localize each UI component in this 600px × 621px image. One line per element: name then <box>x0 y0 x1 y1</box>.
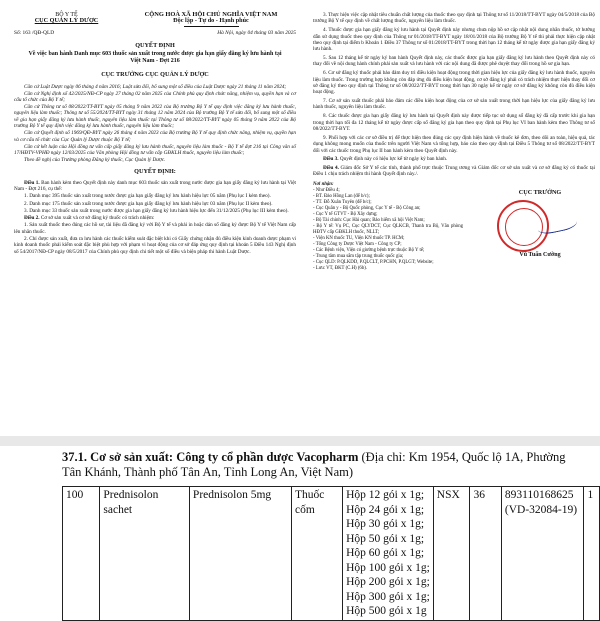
article-1 <box>14 180 296 193</box>
signer-role: CỤC TRƯỞNG <box>518 188 562 196</box>
article-4-label: Điều 4. <box>323 164 339 171</box>
cell-drug-name: Prednisolon sachet <box>100 487 190 621</box>
cell-registration-number: 893110168625 (VD-32084-19) <box>501 487 584 621</box>
cell-no: 100 <box>63 487 100 621</box>
issuer-block <box>14 12 119 26</box>
page-separator <box>0 436 600 446</box>
article-1-item: 1. Danh mục 395 thuốc sản xuất trong nước được gia hạn giấy đăng ký lưu hành hiệu lực 05 năm (Phụ lục I kèm theo). <box>24 193 271 200</box>
basis-line: Căn cứ Thông tư số 08/2022/TT-BYT ngày 05 tháng 9 năm 2022 của Bộ trưởng Bộ Y tế quy định việc đăng ký lưu hành thuốc, nguyên liệu làm thuốc; Thông tư số 55/2024/TT-BYT ngày 31 tháng 12 năm 2024 của Bộ trưởng Bộ Y tế sửa đổi, bổ sung một số điều về gia hạn giấy đăng ký lưu hành thuốc, nguyên liệu làm thuốc tại Thông tư số 08/2022/TT-BYT ngày 05 tháng 9 năm 2022 của Bộ trưởng Bộ Y tế quy định việc đăng ký lưu hành thuốc, nguyên liệu làm thuốc; <box>14 103 296 130</box>
article-2-text: Cơ sở sản xuất và cơ sở đăng ký thuốc có trách nhiệm: <box>40 215 155 221</box>
signer-name: Vũ Tuấn Cường <box>519 251 561 258</box>
pack-item: Hộp 30 gói x 1g; <box>346 518 425 530</box>
articles-left <box>14 180 296 255</box>
recipient-item: - Bộ Y tế: Vụ PC, Cục QLYDCT, Cục QLKCB, Thanh tra Bộ, Văn phòng HĐTV cấp GĐKLH thuốc, NLLT; <box>313 223 463 235</box>
recipient-item: - Cục QLD: P.QLKDD, P.QLCLT, P.PCHN, P.QLGT; Website; <box>313 259 434 265</box>
article-2-item: 9. Phối hợp với các cơ sở điều trị để thực hiện theo đúng các quy định hiện hành về thuốc kê đơn, theo dõi an toàn, hiệu quả, tác dụng không mong muốn của thuốc trên người Việt Nam và tổng hợp, báo cáo theo quy định tại Điều 5 Thông tư số 08/2022/TT-BYT đối với các thuốc trong Phụ lục II ban hành kèm theo Quyết định này. <box>313 134 595 154</box>
article-4-text: Giám đốc Sở Y tế các tỉnh, thành phố trực thuộc Trung ương và Giám đốc cơ sở sản xuất và cơ sở đăng ký có thuốc tại Điều 1 chịu trách nhiệm thi hành Quyết định này./. <box>313 164 596 178</box>
recipient-item: - Các Bệnh viện, Viện có giường bệnh trực thuộc Bộ Y tế; <box>313 247 425 253</box>
article-2 <box>14 215 296 221</box>
recipient-item: - Viện KN thuốc TU, Viện KN thuốc TP. HCM; <box>313 235 405 241</box>
manufacturer-address: (Địa chỉ: Km 1954, Quốc lộ 1A, Phường Tân Khánh, Thành phố Tân An, Tỉnh Long An, Việt Nam) <box>62 450 566 479</box>
basis-line: Căn cứ Nghị định số 42/2025/NĐ-CP ngày 27 tháng 02 năm 2025 của Chính phủ quy định chức năng, nhiệm vụ, quyền hạn và cơ cấu tổ chức của Bộ Y tế; <box>14 90 296 103</box>
left-column <box>14 12 296 256</box>
pack-item: Hộp 100 gói x 1g; <box>346 561 430 574</box>
pack-item: Hộp 500 gói x 1g <box>346 605 427 617</box>
decides-heading: QUYẾT ĐỊNH: <box>134 168 176 176</box>
article-1-item: 2. Danh mục 175 thuốc sản xuất trong nước được gia hạn giấy đăng ký lưu hành hiệu lực 03 năm (Phụ lục II kèm theo). <box>24 200 273 207</box>
article-2-item: 8. Các thuốc được gia hạn giấy đăng ký lưu hành tại Quyết định này được tiếp tục sử dụng số đăng ký đã cấp trước khi gia hạn trong thời hạn tối đa 12 tháng kể từ ngày được cấp số đăng ký gia hạn theo quy định tại Phụ lục VI ban hành kèm theo Thông tư số 08/2022/TT-BYT. <box>313 113 595 132</box>
table-row <box>63 487 600 621</box>
manufacturer-label: 37.1. Cơ sở sản xuất: Công ty cổ phần dược Vacopharm <box>62 450 359 464</box>
recipient-item: - TT. Đỗ Xuân Tuyên (để b/c); <box>313 199 372 205</box>
pack-item: Hộp 12 gói x 1g; <box>346 489 425 501</box>
recipient-item: - Như Điều 4; <box>313 187 340 193</box>
recipient-item: - Cục Quân y - Bộ Quốc phòng, Cục Y tế - Bộ Công an; <box>313 205 421 211</box>
recipient-item: - Trung tâm mua sắm tập trung thuốc quốc gia; <box>313 253 404 259</box>
basis-line: Căn cứ kết luận của Hội đồng tư vấn cấp giấy đăng ký lưu hành thuốc, nguyên liệu làm thuốc - Bộ Y tế đợt 216 tại Công văn số 17/HĐTV-VPHĐ ngày 12/03/2025 của Văn phòng Hội đồng tư vấn cấp GĐKLH thuốc, nguyên liệu làm thuốc; <box>14 143 296 156</box>
motto: Độc lập - Tự do - Hạnh phúc <box>173 17 249 25</box>
article-1-item: 3. Danh mục 33 thuốc sản xuất trong nước được gia hạn giấy đăng ký lưu hành hiệu lực đến 31/12/2025 (Phụ lục III kèm theo). <box>24 207 289 214</box>
right-column <box>313 12 595 272</box>
basis-line: Theo đề nghị của Trưởng phòng Đăng ký thuốc, Cục Quản lý Dược. <box>24 156 166 163</box>
letterhead <box>14 12 296 26</box>
cell-standard: NSX <box>433 487 470 621</box>
number-date-line <box>14 30 296 36</box>
cell-dosage-form: Thuốc cốm <box>291 487 342 621</box>
country-name: CỘNG HOÀ XÃ HỘI CHỦ NGHĨA VIỆT NAM <box>144 11 278 18</box>
document-number: Số: 163 /QĐ-QLD <box>14 30 55 37</box>
cell-shelf-life: 36 <box>470 487 501 621</box>
ministry-name: BỘ Y TẾ <box>55 12 78 18</box>
place-date: Hà Nội, ngày 04 tháng 03 năm 2025 <box>217 30 296 37</box>
recipient-item: - Lưu: VT, ĐKT (C.H) (6b). <box>313 265 368 271</box>
recipient-item: - Cục Y tế GTVT - Bộ Xây dựng; <box>313 211 378 217</box>
legal-basis <box>14 84 296 164</box>
article-2-item: 4. Thuốc được gia hạn giấy đăng ký lưu hành tại Quyết định này nhưng chưa nộp hồ sơ cập nhật nội dung nhãn thuốc, tờ hướng dẫn sử dụng thuốc theo quy định của Thông tư 01/2018/TT-BYT ngày 18/01/2018 của Bộ trưởng Bộ Y tế thì phải thực hiện cập nhật theo quy định tại điểm b Khoản 1 Điều 37 Thông tư số 01/2018/TT-BYT trong thời hạn 12 tháng kể từ ngày được gia hạn giấy đăng ký lưu hành. <box>313 27 595 53</box>
article-2-item: 2. Chỉ được sản xuất, đưa ra lưu hành các thuốc kiểm soát đặc biệt khi có Giấy chứng nhận đủ điều kiện kinh doanh dược phạm vi kinh doanh thuốc phải kiểm soát đặc biệt phù hợp với phạm vi hoạt động của cơ sở đáp ứng quy định tại khoản 5 Điều 143 Nghị định số 54/2017/NĐ-CP ngày 08/5/2017 của Chính phủ quy định chi tiết một số điều và biện pháp thi hành Luật Dược. <box>14 235 296 255</box>
article-2-item: 6. Cơ sở đăng ký thuốc phải bảo đảm duy trì điều kiện hoạt động trong thời gian hiệu lực của giấy đăng ký lưu hành thuốc, nguyên liệu làm thuốc. Trong trường hợp không còn đáp ứng đủ điều kiện hoạt động, cơ sở đăng ký phải có trách nhiệm thực hiện thay đổi cơ sở đăng ký theo quy định tại Thông tư số 08/2022/TT-BYT trong thời hạn 30 ngày kể từ ngày cơ sở đăng ký không còn đủ điều kiện hoạt động. <box>313 70 595 96</box>
cell-period: 1 <box>584 487 600 621</box>
manufacturer-line <box>62 450 582 480</box>
recipient-item: - Bộ Tài chính: Cục Hải quan; Bảo hiểm xã hội Việt Nam; <box>313 217 425 223</box>
pack-item: Hộp 300 gói x 1g; <box>346 590 430 603</box>
recipient-item: - BT. Đào Hồng Lan (để b/c); <box>313 193 370 199</box>
basis-line: Căn cứ Quyết định số 1969/QĐ-BYT ngày 26 tháng 4 năm 2023 của Bộ trưởng Bộ Y tế quy định chức năng, nhiệm vụ, quyền hạn và cơ cấu tổ chức của Cục Quản lý Dược thuộc Bộ Y tế; <box>14 130 296 143</box>
article-1-label: Điều 1. <box>24 179 40 186</box>
recipients-heading: Nơi nhận: <box>313 181 334 187</box>
pack-item: Hộp 24 gói x 1g; <box>346 503 425 516</box>
article-2-label: Điều 2. <box>24 215 40 221</box>
basis-line: Căn cứ Luật Dược ngày 06 tháng 4 năm 2016; Luật sửa đổi, bổ sung một số điều của Luật Dược ngày 21 tháng 11 năm 2024; <box>24 83 287 90</box>
article-4 <box>313 165 595 178</box>
article-3-text: Quyết định này có hiệu lực kể từ ngày ký ban hành. <box>339 156 448 163</box>
signer-block <box>485 182 595 262</box>
department-name: CỤC QUẢN LÝ DƯỢC <box>34 17 99 25</box>
recipients <box>313 182 463 272</box>
article-2-item: 5. Sau 12 tháng kể từ ngày ký ban hành Quyết định này, các thuốc được gia hạn giấy đăng ký lưu hành theo Quyết định này có thay đổi về nội dung hành chính phải sản xuất và lưu hành với các nội dung đã được phê duyệt thay đổi trong hồ sơ gia hạn. <box>313 55 595 68</box>
authority-heading: CỤC TRƯỞNG CỤC QUẢN LÝ DƯỢC <box>101 71 209 79</box>
article-3-label: Điều 3. <box>323 156 339 163</box>
article-3 <box>313 156 595 162</box>
article-2-item: 7. Cơ sở sản xuất thuốc phải bảo đảm các điều kiện hoạt động của cơ sở sản xuất trong thời hạn hiệu lực của giấy đăng ký lưu hành thuốc, nguyên liệu làm thuốc. <box>313 98 595 111</box>
annex-page <box>0 446 600 617</box>
pack-item: Hộp 200 gói x 1g; <box>346 576 430 588</box>
article-1-text: Ban hành kèm theo Quyết định này danh mục 603 thuốc sản xuất trong nước được gia hạn giấy đăng ký lưu hành tại Việt Nam - Đợt 216, cụ thể: <box>14 179 296 193</box>
document-title: QUYẾT ĐỊNH <box>135 41 175 49</box>
document-subtitle: Về việc ban hành Danh mục 603 thuốc sản xuất trong nước được gia hạn giấy đăng ký lưu hành tại Việt Nam - Đợt 216 <box>28 51 282 65</box>
motto-underline <box>184 26 239 27</box>
cell-active-ingredient: Prednisolon 5mg <box>189 487 291 621</box>
cell-packaging <box>343 487 434 621</box>
pack-item: Hộp 50 gói x 1g; <box>346 532 425 545</box>
drug-table <box>62 486 600 621</box>
recipient-item: - Tổng Công ty Dược Việt Nam - Công ty CP; <box>313 241 402 247</box>
signature-block <box>313 182 595 272</box>
pack-item: Hộp 60 gói x 1g; <box>346 547 425 559</box>
article-2-item: 1. Sản xuất thuốc theo đúng các hồ sơ, tài liệu đã đăng ký với Bộ Y tế và phải in hoặc dán số đăng ký được Bộ Y tế Việt Nam cấp lên nhãn thuốc. <box>14 222 296 235</box>
national-heading <box>126 12 296 26</box>
article-2-item: 3. Thực hiện việc cập nhật tiêu chuẩn chất lượng của thuốc theo quy định tại Thông tư số 11/2018/TT-BYT ngày 04/5/2018 của Bộ trưởng Bộ Y tế quy định về chất lượng thuốc, nguyên liệu làm thuốc. <box>313 12 595 25</box>
